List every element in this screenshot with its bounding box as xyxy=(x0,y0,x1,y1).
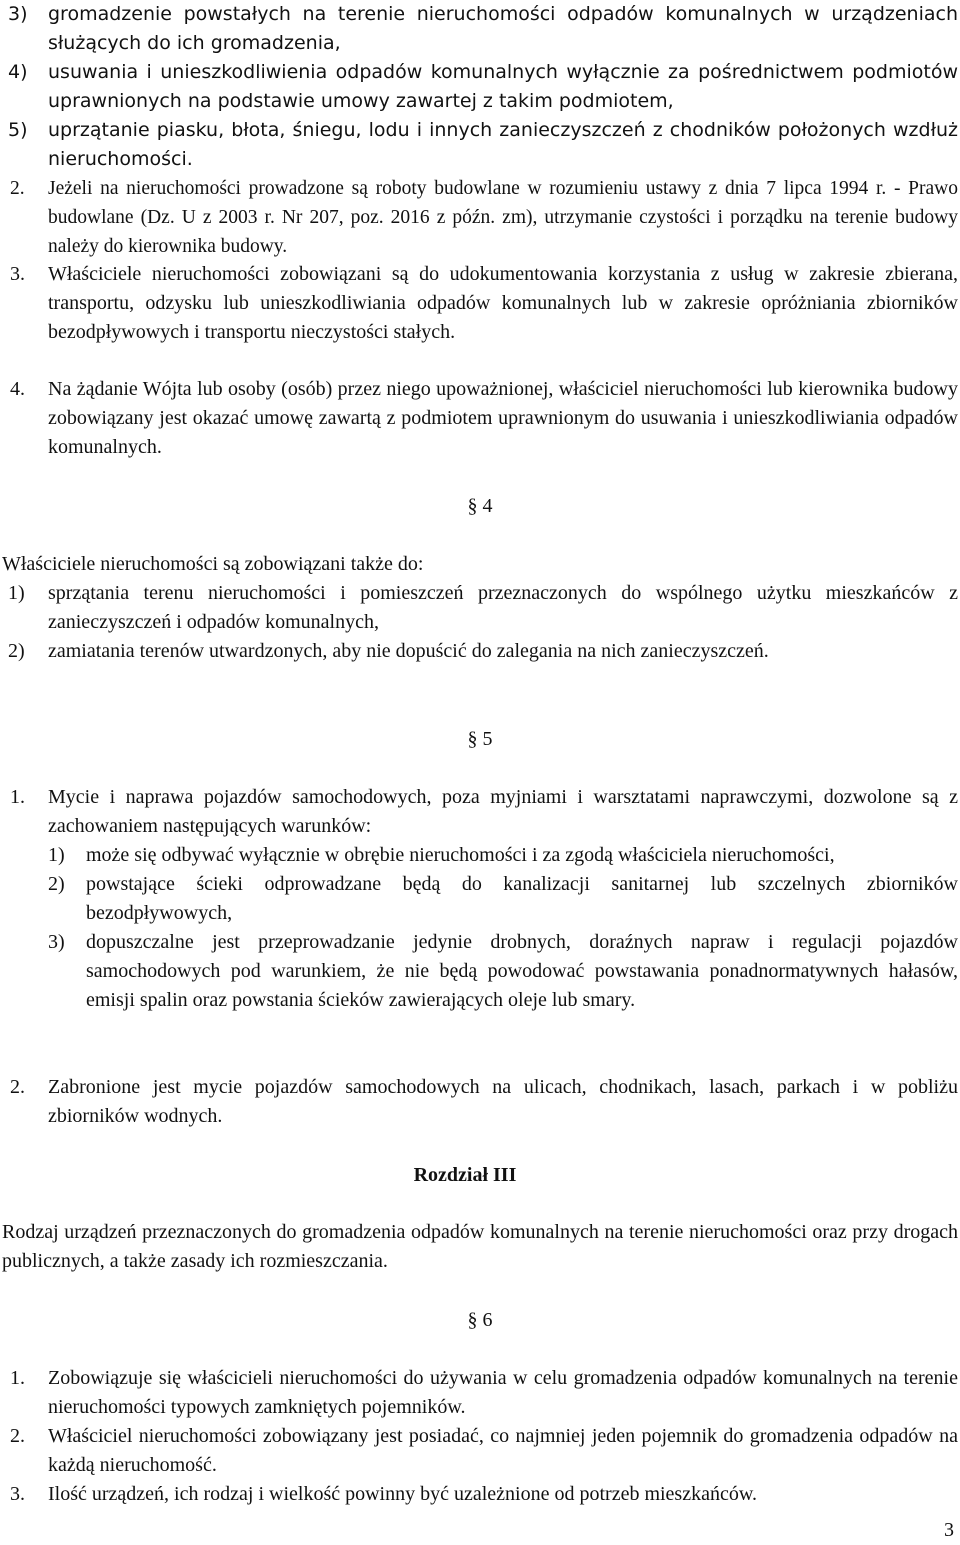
item-text: Właściciel nieruchomości zobowiązany jest posiadać, co najmniej jeden pojemnik do gromadzenia odpadów na każdą nieruchomość. xyxy=(48,1425,958,1476)
item-text: sprzątania terenu nieruchomości i pomieszczeń przeznaczonych do wspólnego użytku mieszkańców z zanieczyszczeń i odpadów komunalnych, xyxy=(48,582,958,633)
top-list xyxy=(8,0,958,174)
item-text: usuwania i unieszkodliwienia odpadów komunalnych wyłącznie za pośrednictwem podmiotów uprawnionych na podstawie umowy zawartej z takim podmiotem, xyxy=(48,61,958,112)
section-heading-5: § 5 xyxy=(467,728,493,750)
point-number: 1. xyxy=(10,786,25,808)
item-text: dopuszczalne jest przeprowadzanie jedynie drobnych, doraźnych napraw i regulacji pojazdów samochodowych pod warunkiem, że nie będą powodować powstawania ponadnormatywnych hałasów, emisji spalin oraz powstania ścieków zawierających oleje lub smary. xyxy=(86,931,958,1011)
section-heading-4: § 4 xyxy=(467,495,493,517)
item-text: może się odbywać wyłącznie w obrębie nieruchomości i za zgodą właściciela nieruchomości, xyxy=(86,844,835,866)
point-text: Zabronione jest mycie pojazdów samochodowych na ulicach, chodnikach, lasach, parkach i w pobliżu zbiorników wodnych. xyxy=(48,1076,958,1127)
section-5-point-2 xyxy=(10,1073,958,1131)
list-item xyxy=(8,637,958,666)
chapter-subtitle: Rodzaj urządzeń przeznaczonych do gromadzenia odpadów komunalnych na terenie nieruchomości oraz przy drogach publicznych, a także zasady ich rozmieszczania. xyxy=(2,1221,958,1272)
item-text: powstające ścieki odprowadzane będą do kanalizacji sanitarnej lub szczelnych zbiorników bezodpływowych, xyxy=(86,873,958,924)
point-number: 2. xyxy=(10,1076,25,1098)
paragraph-point-4 xyxy=(10,375,958,462)
section-5-point-1 xyxy=(10,783,958,841)
list-item xyxy=(8,58,958,116)
section-6-list xyxy=(10,1364,958,1509)
item-number: 2) xyxy=(48,873,65,895)
list-item xyxy=(48,928,958,1015)
item-number: 2. xyxy=(10,1425,25,1447)
list-item xyxy=(48,870,958,928)
section-5-list xyxy=(48,841,958,1015)
item-number: 3. xyxy=(10,1483,25,1505)
point-text: Właściciele nieruchomości zobowiązani są do udokumentowania korzystania z usług w zakresie zbierana, transportu, odzysku lub unieszkodliwiania odpadów komunalnych lub w zakresie opróżniania zbiorników bezodpływowych i transportu nieczystości stałych. xyxy=(48,263,958,343)
point-text: Mycie i naprawa pojazdów samochodowych, poza myjniami i warsztatami naprawczymi, dozwolone są z zachowaniem następujących warunków: xyxy=(48,786,958,837)
section-heading-6: § 6 xyxy=(467,1309,493,1331)
item-text: Zobowiązuje się właścicieli nieruchomości do używania w celu gromadzenia odpadów komunalnych na terenie nieruchomości typowych zamkniętych pojemników. xyxy=(48,1367,958,1418)
item-text: Ilość urządzeń, ich rodzaj i wielkość powinny być uzależnione od potrzeb mieszkańców. xyxy=(48,1483,757,1505)
point-text: Jeżeli na nieruchomości prowadzone są roboty budowlane w rozumieniu ustawy z dnia 7 lipca 1994 r. - Prawo budowlane (Dz. U z 2003 r. Nr 207, poz. 2016 z późn. zm), utrzymanie czystości i porządku na terenie budowy należy do kierownika budowy. xyxy=(48,178,958,257)
item-text: zamiatania terenów utwardzonych, aby nie dopuścić do zalegania na nich zanieczyszczeń. xyxy=(48,640,769,662)
item-number: 4) xyxy=(8,61,28,83)
list-item xyxy=(10,1422,958,1480)
list-item xyxy=(8,579,958,637)
point-text: Na żądanie Wójta lub osoby (osób) przez niego upoważnionej, właściciel nieruchomości lub kierownika budowy zobowiązany jest okazać umowę zawartą z podmiotem uprawnionym do usuwania i unieszkodliwiania odpadów komunalnych. xyxy=(48,378,958,458)
list-item xyxy=(10,1364,958,1422)
item-number: 1) xyxy=(48,844,65,866)
item-number: 2) xyxy=(8,640,25,662)
point-number: 4. xyxy=(10,378,25,400)
list-item xyxy=(8,0,958,58)
item-number: 5) xyxy=(8,119,28,141)
chapter-title: Rozdział III xyxy=(413,1164,517,1186)
section-4-intro: Właściciele nieruchomości są zobowiązani także do: xyxy=(2,553,424,575)
item-number: 3) xyxy=(48,931,65,953)
item-number: 1. xyxy=(10,1367,25,1389)
section-4-list xyxy=(8,579,958,666)
paragraph-point-2 xyxy=(10,174,958,261)
point-number: 3. xyxy=(10,263,25,285)
item-text: uprzątanie piasku, błota, śniegu, lodu i innych zanieczyszczeń z chodników położonych wzdłuż nieruchomości. xyxy=(48,119,958,170)
item-number: 1) xyxy=(8,582,25,604)
item-number: 3) xyxy=(8,3,28,25)
page-number: 3 xyxy=(944,1519,954,1541)
list-item xyxy=(48,841,958,870)
list-item xyxy=(8,116,958,174)
list-item xyxy=(10,1480,958,1509)
item-text: gromadzenie powstałych na terenie nieruchomości odpadów komunalnych w urządzeniach służących do ich gromadzenia, xyxy=(48,3,958,54)
point-number: 2. xyxy=(10,178,25,199)
paragraph-point-3 xyxy=(10,260,958,347)
